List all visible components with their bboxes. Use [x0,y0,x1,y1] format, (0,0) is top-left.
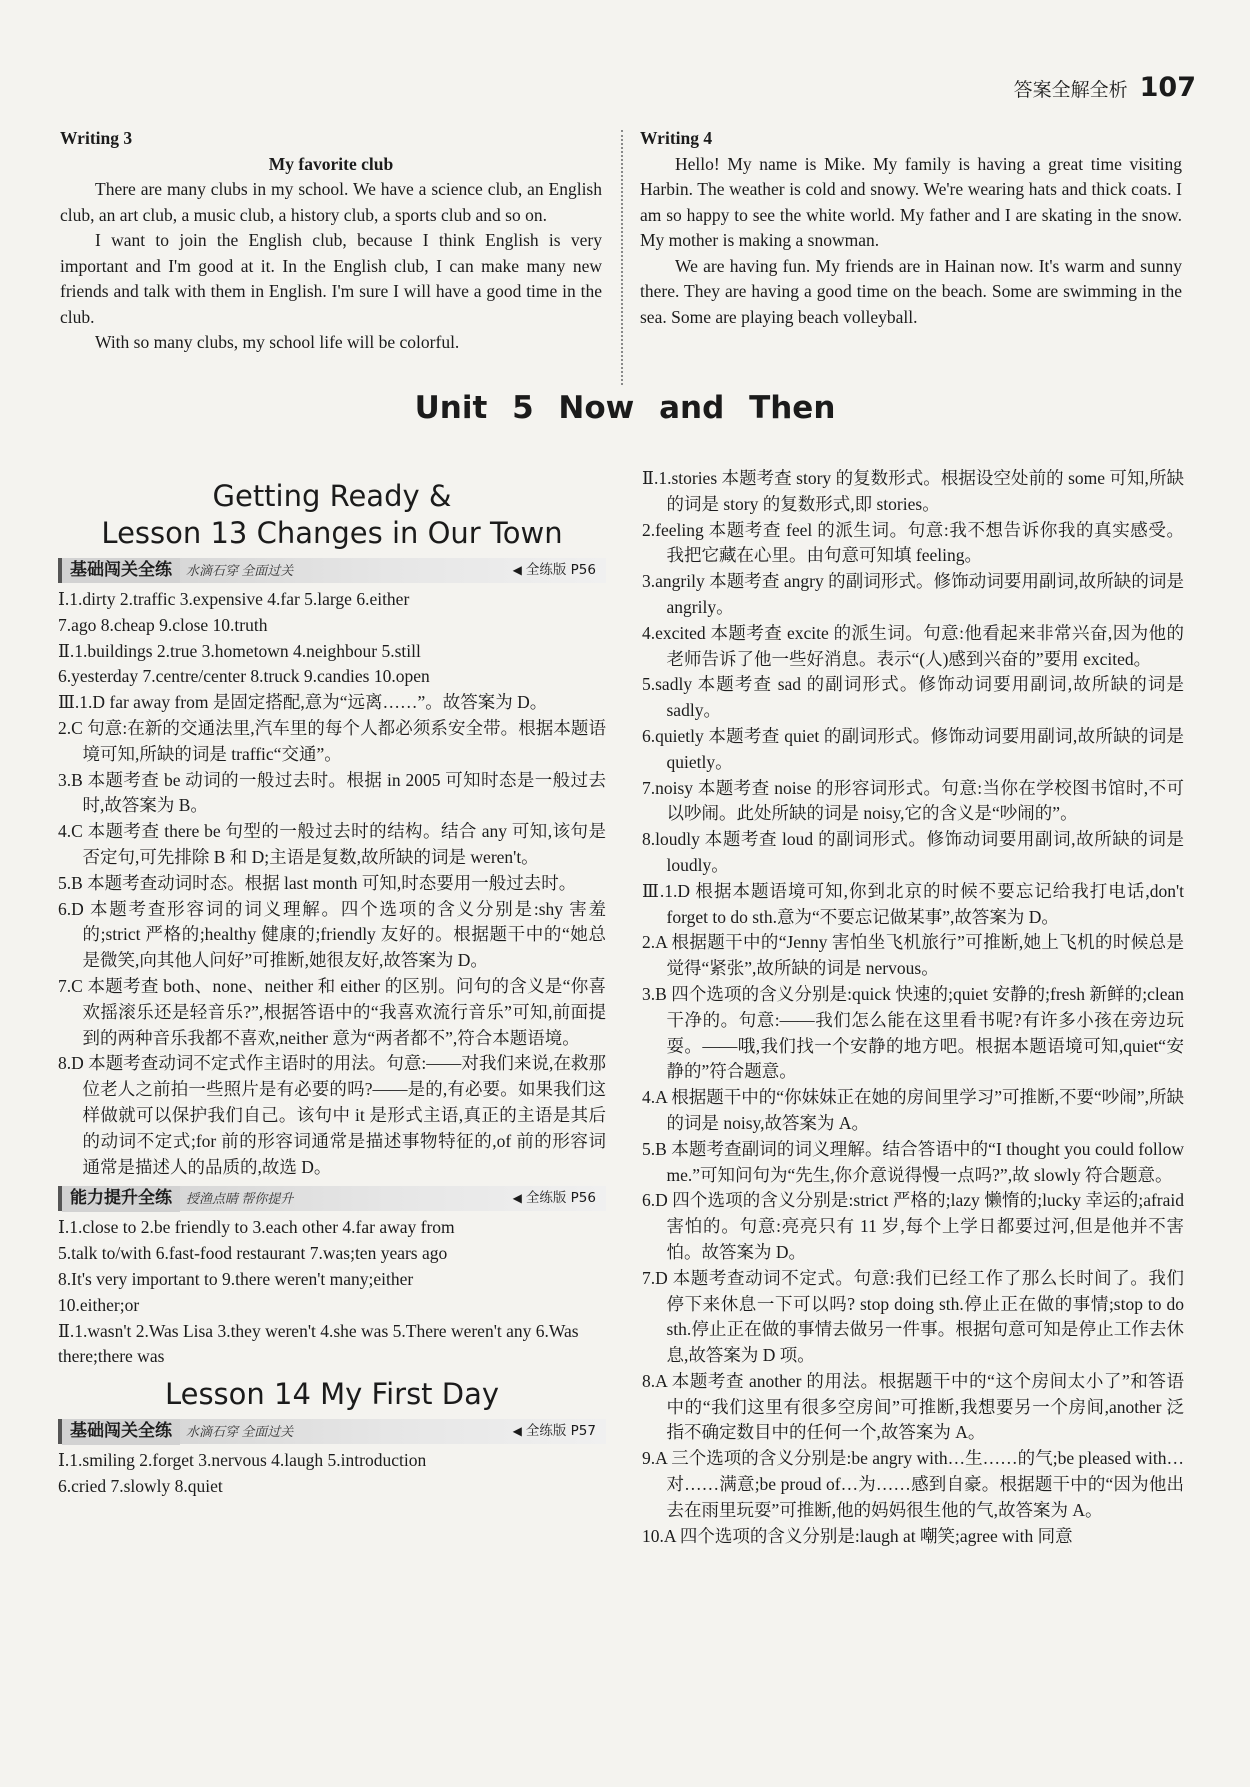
page-number: 107 [1139,72,1196,103]
answer-explanation: 5.B 本题考查动词时态。根据 last month 可知,时态要用一般过去时。 [58,872,577,893]
answer-line: Ⅰ.1.smiling 2.forget 3.nervous 4.laugh 5.introduction [58,1450,427,1471]
lesson-13-title-line2: Lesson 13 Changes in Our Town [101,516,563,550]
answer-explanation: Ⅲ.1.D far away from 是固定搭配,意为“远离……”。故答案为 D。 [58,692,548,713]
answer-explanation: 6.D 四个选项的含义分别是:strict 严格的;lazy 懒惰的;lucky 幸运的;afraid 害怕的。句意:亮亮只有 11 岁,每个上学日都要过河,但是他并不害怕。故答案为 D。 [642,1190,1184,1262]
answer-explanation: 8.A 本题考查 another 的用法。根据题干中的“这个房间太小了”和答语中的“我们这里有很多空房间”可推断,我想要另一个房间,another 泛指不确定数目中的任何一个,故答案为 A。 [642,1370,1184,1443]
writing-3-paragraph: There are many clubs in my school. We have a science club, an English club, an art club, a music club, a history club, a sports club and so on. [60,179,602,225]
answer-explanation: 2.C 句意:在新的交通法里,汽车里的每个人都必须系安全带。根据本题语境可知,所缺的词是 traffic“交通”。 [58,717,606,764]
answer-explanation: 8.loudly 本题考查 loud 的副词形式。修饰动词要用副词,故所缺的词是 loudly。 [642,829,1184,875]
writing-3-heading: Writing 3 [60,128,133,148]
section-slogan: 水滴石穿 全面过关 [186,1423,294,1439]
section-ref-text: 全练版 P56 [525,561,596,578]
advanced-practice-bar [58,1186,606,1211]
section-ref-text: 全练版 P56 [525,1189,596,1206]
answer-line: Ⅰ.1.close to 2.be friendly to 3.each other 4.far away from [58,1217,455,1238]
answer-explanation: 5.sadly 本题考查 sad 的副词形式。修饰动词要用副词,故所缺的词是 sadly。 [642,674,1184,721]
left-column [58,478,606,1500]
answer-explanation: Ⅲ.1.D 根据本题语境可知,你到北京的时候不要忘记给我打电话,don't forget to do sth.意为“不要忘记做某事”,故答案为 D。 [642,880,1184,927]
section-name: 基础闯关全练 [62,558,180,584]
answer-line: 6.yesterday 7.centre/center 8.truck 9.candies 10.open [58,666,430,687]
lesson-13-title-line1: Getting Ready & [212,479,452,513]
answer-explanation: 9.A 三个选项的含义分别是:be angry with…生……的气;be pleased with…对……满意;be proud of…为……感到自豪。根据题干中的“因为他出去在雨里玩耍”可推断,他的妈妈很生他的气,故答案为 A。 [642,1448,1184,1520]
answer-explanation: Ⅱ.1.stories 本题考查 story 的复数形式。根据设空处前的 some 可知,所缺的词是 story 的复数形式,即 stories。 [642,468,1184,514]
answer-explanation: 6.quietly 本题考查 quiet 的副词形式。修饰动词要用副词,故所缺的词是 quietly。 [642,725,1184,772]
writing-4-section [640,126,1182,330]
answer-explanation: 3.B 四个选项的含义分别是:quick 快速的;quiet 安静的;fresh 新鲜的;clean 干净的。句意:——我们怎么能在这里看书呢?有许多小孩在旁边玩耍。——哦,我们找一个安静的地方吧。根据本题语境可知,quiet“安静的”符合题意。 [642,983,1184,1082]
answer-line: 8.It's very important to 9.there weren't many;either [58,1268,414,1289]
answer-explanation: 3.angrily 本题考查 angry 的副词形式。修饰动词要用副词,故所缺的词是 angrily。 [642,571,1184,617]
section-ref-text: 全练版 P57 [525,1422,596,1439]
answer-line: Ⅱ.1.wasn't 2.Was Lisa 3.they weren't 4.she was 5.There weren't any 6.Was there;there was [58,1320,579,1367]
paper-plane-icon: ◀ [512,1423,522,1438]
page-header [1014,72,1196,103]
section-slogan: 授渔点睛 帮你提升 [186,1190,294,1206]
unit-title: Unit 5 Now and Then [414,390,836,426]
answer-line: 6.cried 7.slowly 8.quiet [58,1475,223,1496]
answer-explanation: 10.A 四个选项的含义分别是:laugh at 嘲笑;agree with 同意 [642,1525,1073,1546]
answer-explanation: 7.C 本题考查 both、none、neither 和 either 的区别。问句的含义是“你喜欢摇滚乐还是轻音乐?”,根据答语中的“我喜欢流行音乐”可知,前面提到的两种音乐我都不喜欢,neither 意为“两者都不”,符合本题语境。 [58,975,606,1048]
writing-4-paragraph: Hello! My name is Mike. My family is having a great time visiting Harbin. The weather is cold and snowy. We're wearing hats and thick coats. I am so happy to see the white world. My father and I are skating in the snow. My mother is making a snowman. [640,153,1182,250]
answer-line: 10.either;or [58,1294,140,1315]
answer-explanation: 4.excited 本题考查 excite 的派生词。句意:他看起来非常兴奋,因为他的老师告诉了他一些好消息。表示“(人)感到兴奋的”要用 excited。 [642,622,1184,669]
header-label: 答案全解全析 [1013,79,1128,101]
answer-explanation: 8.D 本题考查动词不定式作主语时的用法。句意:——对我们来说,在救那位老人之前拍一些照片是有必要的吗?——是的,有必要。如果我们这样做就可以保护我们自己。该句中 it 是形式主语,真正的主语是其后的动词不定式;for 前的形容词通常是描述事物特征的,of 前的形容词通常是描述人的品质的,故选 D。 [58,1053,606,1177]
writing-4-paragraph: We are having fun. My friends are in Hainan now. It's warm and sunny there. They are having a good time on the beach. Some are swimming in the sea. Some are playing beach volleyball. [640,255,1182,327]
section-ref [513,1186,606,1212]
writing-3-paragraph: I want to join the English club, because I think English is very important and I'm good at it. In the English club, I can make many new friends and talk with them in English. I'm sure I will have a good time in the club. [60,230,602,327]
answer-explanation: 4.C 本题考查 there be 句型的一般过去时的结构。结合 any 可知,该句是否定句,可先排除 B 和 D;主语是复数,故所缺的词是 weren't。 [58,821,606,867]
column-divider [621,130,623,385]
answer-line: 7.ago 8.cheap 9.close 10.truth [58,614,268,635]
section-name: 基础闯关全练 [62,1419,180,1445]
basic-practice-bar [58,558,606,583]
section-ref [513,558,606,584]
section-ref [513,1419,606,1445]
answer-line: Ⅰ.1.dirty 2.traffic 3.expensive 4.far 5.large 6.either [58,589,410,609]
right-column [642,466,1184,1549]
writing-3-paragraph: With so many clubs, my school life will be colorful. [95,332,460,352]
section-slogan: 水滴石穿 全面过关 [186,562,294,578]
answer-explanation: 2.feeling 本题考查 feel 的派生词。句意:我不想告诉你我的真实感受。我把它藏在心里。由句意可知填 feeling。 [642,519,1184,566]
paper-plane-icon: ◀ [512,1190,522,1205]
answer-explanation: 3.B 本题考查 be 动词的一般过去时。根据 in 2005 可知时态是一般过去时,故答案为 B。 [58,769,606,816]
answer-explanation: 7.noisy 本题考查 noise 的形容词形式。句意:当你在学校图书馆时,不可以吵闹。此处所缺的词是 noisy,它的含义是“吵闹的”。 [642,777,1184,824]
basic-practice-bar [58,1419,606,1444]
answer-explanation: 4.A 根据题干中的“你妹妹正在她的房间里学习”可推断,不要“吵闹”,所缺的词是 noisy,故答案为 A。 [642,1087,1184,1133]
answer-line: Ⅱ.1.buildings 2.true 3.hometown 4.neighbour 5.still [58,640,421,661]
paper-plane-icon: ◀ [512,562,522,577]
answer-explanation: 5.B 本题考查副词的词义理解。结合答语中的“I thought you could follow me.”可知问句为“先生,你介意说得慢一点吗?”,故 slowly 符合题意。 [642,1138,1184,1185]
writing-3-title: My favorite club [268,153,394,174]
answer-line: 5.talk to/with 6.fast-food restaurant 7.was;ten years ago [58,1243,448,1264]
answer-explanation: 2.A 根据题干中的“Jenny 害怕坐飞机旅行”可推断,她上飞机的时候总是觉得“紧张”,故所缺的词是 nervous。 [642,932,1184,979]
lesson-14-title: Lesson 14 My First Day [164,1377,500,1412]
section-name: 能力提升全练 [62,1186,180,1212]
answer-explanation: 6.D 本题考查形容词的词义理解。四个选项的含义分别是:shy 害羞的;strict 严格的;healthy 健康的;friendly 友好的。根据题干中的“她总是微笑,向其他人问好”可推断,她很友好,故答案为 D。 [58,898,606,971]
writing-4-heading: Writing 4 [640,128,713,148]
writing-3-section [60,126,602,356]
answer-explanation: 7.D 本题考查动词不定式。句意:我们已经工作了那么长时间了。我们停下来休息一下可以吗? stop doing sth.停止正在做的事情;stop to do sth.停止正在做的事情去做另一件事。根据句意可知是停止工作去休息,故答案为 D 项。 [642,1267,1184,1366]
